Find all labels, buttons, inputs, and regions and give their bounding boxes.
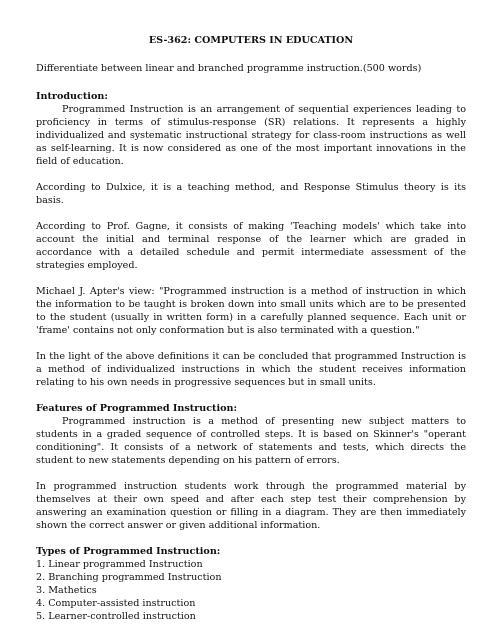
list-item: 2. Branching programmed Instruction xyxy=(36,572,222,583)
list-item: 1. Linear programmed Instruction xyxy=(36,559,203,570)
features-section xyxy=(36,402,466,532)
features-paragraph: Programmed instruction is a method of presenting new subject matters to students in a graded sequence of controlled steps. It is based on Skinner's "operant conditioning". It consists of a network of statements and tests, which directs the student to new statements depending on his pattern of errors. xyxy=(36,416,466,466)
introduction-paragraph: Michael J. Apter's view: "Programmed instruction is a method of instruction in which the information to be taught is broken down into small units which are to be presented to the student (usually in written form) in a carefully planned sequence. Each unit or 'frame' contains not only conformation but is also terminated with a question." xyxy=(36,286,466,336)
types-list xyxy=(36,558,466,623)
list-item: 3. Mathetics xyxy=(36,585,97,596)
list-item: 4. Computer-assisted instruction xyxy=(36,598,196,609)
document-page xyxy=(36,34,466,623)
list-item: 5. Learner-controlled instruction xyxy=(36,611,196,622)
introduction-paragraph: In the light of the above definitions it can be concluded that programmed Instruction is a method of individualized instructions in which the student receives information relating to his own needs in progressive sequences but in small units. xyxy=(36,351,466,388)
types-heading: Types of Programmed Instruction: xyxy=(36,546,221,557)
introduction-paragraph: According to Dulxice, it is a teaching method, and Response Stimulus theory is its basis. xyxy=(36,182,466,206)
document-title: ES-362: COMPUTERS IN EDUCATION xyxy=(148,35,354,46)
features-heading: Features of Programmed Instruction: xyxy=(36,403,238,414)
introduction-paragraph: According to Prof. Gagne, it consists of making 'Teaching models' which take into account the initial and terminal response of the learner which are graded in accordance with a detailed schedule and permit intermediate assessment of the strategies employed. xyxy=(36,221,466,271)
features-paragraph: In programmed instruction students work through the programmed material by themselves at their own speed and after each step test their comprehension by answering an examination question or filling in a diagram. They are then immediately shown the correct answer or given additional information. xyxy=(36,481,466,531)
types-section xyxy=(36,545,466,623)
introduction-paragraph: Programmed Instruction is an arrangement of sequential experiences leading to proficiency in terms of stimulus-response (SR) relations. It represents a highly individualized and systematic instructional strategy for class-room instructions as well as self-learning. It is now considered as one of the most important innovations in the field of education. xyxy=(36,104,466,167)
introduction-section xyxy=(36,90,466,389)
introduction-heading: Introduction: xyxy=(36,91,108,102)
assignment-question: Differentiate between linear and branched programme instruction.(500 words) xyxy=(36,63,422,74)
